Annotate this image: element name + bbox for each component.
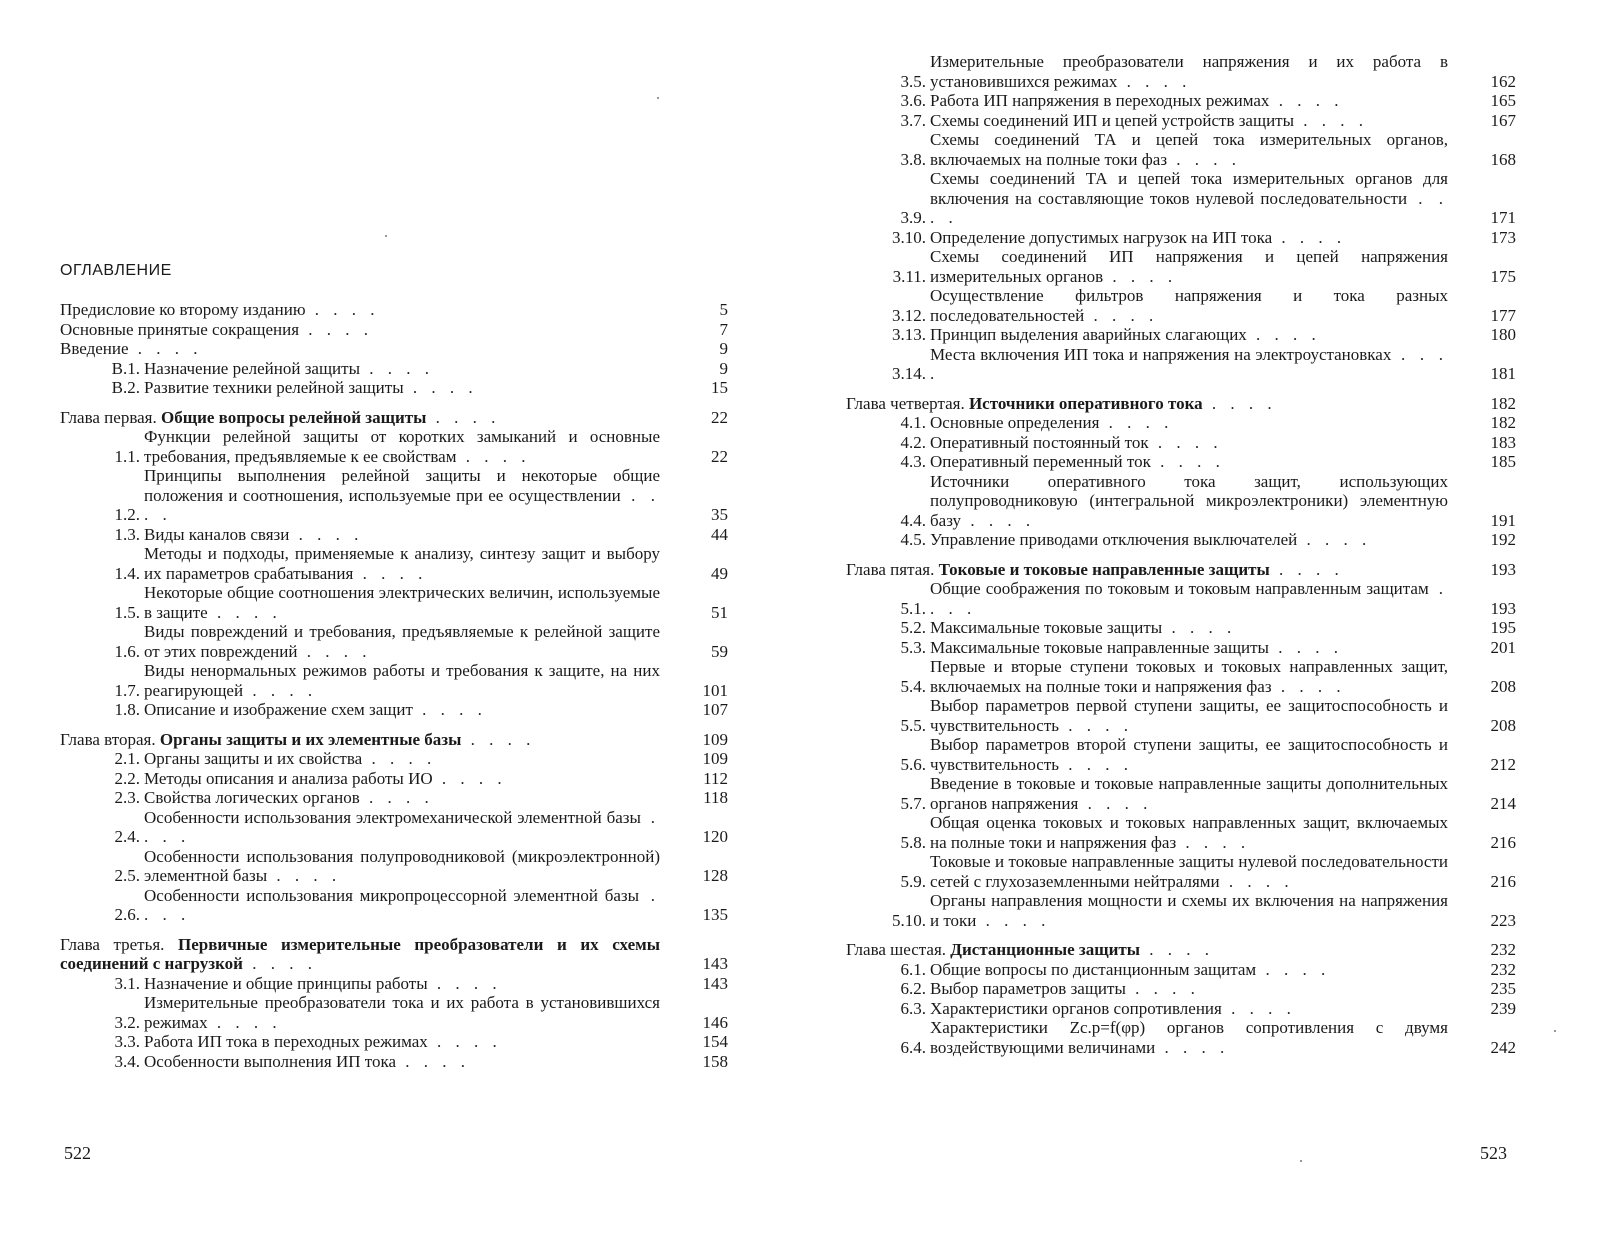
section-number: 5.9. [900,871,926,891]
dot-leader: . . . . [1155,1037,1230,1057]
toc-section [60,788,728,808]
toc-section [60,583,728,622]
dot-leader: . . . . [1125,979,1200,998]
entry-title: Основные принятые сокращения [60,319,300,339]
dot-leader: . . . . [144,485,660,524]
dot-leader: . . . . [396,1051,471,1071]
page-number-right: 523 [1480,1143,1507,1163]
chapter-title: Дистанционные защиты [950,940,1141,959]
page-ref: 239 [1490,998,1516,1018]
page-ref: 171 [1490,208,1516,227]
page-ref: 192 [1490,530,1516,549]
dot-leader: . . . . [930,579,1449,618]
dot-leader: . . . . [1221,998,1296,1018]
dot-leader: . . . . [1271,676,1346,696]
page-ref: 201 [1490,637,1516,657]
entry-title: Развитие техники релейной защиты [144,378,404,397]
chapter-title: Источники оперативного тока [968,393,1203,413]
entry-title: Органы направления мощности и схемы их включения на напряжения и токи [930,891,1448,930]
dot-leader: . . . . [1148,432,1223,452]
section-number: 3.3. [114,1032,140,1051]
dot-leader: . . . . [243,680,318,700]
chapter-label: Глава шестая. [846,940,947,959]
toc-section [846,735,1516,774]
section-number: 1.1. [114,446,140,466]
page-ref: 185 [1490,452,1516,471]
section-number: 3.13. [892,325,926,344]
toc-chapter [846,394,1516,414]
page-ref: 208 [1490,676,1516,696]
dot-leader: . . . . [207,602,282,622]
dot-leader: . . . . [1167,149,1242,169]
page-ref: 177 [1490,305,1516,325]
entry-title: Выбор параметров второй ступени защиты, ее защитоспособность и чувствительность [930,735,1448,774]
toc-chapter [846,560,1516,580]
entry-title: Схемы соединений ТА и цепей тока измерительных органов для включения на составляющие токов нулевой последовательности [930,169,1448,208]
toc-section [60,847,728,886]
section-number: 6.1. [900,959,926,979]
section-number: 5.8. [900,832,926,852]
page-ref: 175 [1490,266,1516,286]
page-ref: 223 [1490,910,1516,930]
dot-leader: . . . . [289,524,364,544]
page-ref: 154 [702,1032,728,1051]
toc-section [846,228,1516,248]
entry-title: Места включения ИП тока и напряжения на электроустановках [930,344,1392,364]
page-ref: 9 [719,358,728,378]
toc-section [846,696,1516,735]
dot-leader: . . . . [1272,227,1347,247]
section-number: 5.5. [900,715,926,735]
entry-title: Характеристики органов сопротивления [930,998,1222,1018]
page-ref: 158 [702,1051,728,1071]
entry-title: Измерительные преобразователи напряжения и их работа в установившихся режимах [930,52,1448,91]
toc-section [846,52,1516,91]
toc-section [846,325,1516,345]
page-ref: 118 [703,788,728,807]
entry-title: Особенности использования электромеханической элементной базы [144,807,641,827]
dot-leader: . . . . [1297,530,1372,549]
entry-title: Виды ненормальных режимов работы и требования к защите, на них реагирующей [144,661,660,700]
toc-section [846,91,1516,111]
section-number: 3.12. [892,305,926,325]
page-ref: 15 [711,378,728,397]
dot-leader: . . . . [1246,325,1321,344]
entry-title: Общие соображения по токовым и токовым направленным защитам [930,579,1429,598]
dot-leader: . . . . [1099,413,1174,432]
section-number: В.1. [111,358,140,378]
page-ref: 232 [1490,940,1516,959]
entry-title: Управление приводами отключения выключателей [930,530,1298,549]
section-number: 5.4. [900,676,926,696]
dot-leader: . . . . [1059,715,1134,735]
toc-section [60,427,728,466]
section-number: 2.3. [114,788,140,807]
entry-title: Назначение и общие принципы работы [144,973,428,993]
dot-leader: . . . . [930,344,1449,383]
page-ref: 22 [711,446,728,466]
section-number: 4.4. [900,510,926,530]
entry-title: Источники оперативного тока защит, использующих полупроводниковую (интегральной микроэлектроники) элементную базу [930,471,1448,530]
toc-section [60,886,728,925]
section-number: 2.5. [114,866,140,885]
chapter-title: Токовые и токовые направленные защиты [938,559,1270,579]
section-number: 6.2. [900,979,926,998]
dot-leader: . . . . [976,910,1051,930]
chapter-label: Глава пятая. [846,559,935,579]
entry-title: Схемы соединений ИП и цепей устройств защиты [930,110,1295,130]
page-ref: 208 [1490,715,1516,735]
toc-section [846,472,1516,531]
scan-speck [385,235,387,237]
page-ref: 180 [1490,325,1516,344]
dot-leader: . . . . [1103,266,1178,286]
toc-section [846,999,1516,1019]
dot-leader: . . . . [1140,940,1215,959]
section-number: 1.7. [114,680,140,700]
page-ref: 183 [1490,432,1516,452]
scan-speck [1554,1030,1556,1032]
section-number: 3.4. [114,1051,140,1071]
page-ref: 235 [1490,979,1516,998]
entry-title: Схемы соединений ИП напряжения и цепей напряжения измерительных органов [930,247,1448,286]
dot-leader: . . . . [1117,71,1192,91]
entry-title: Введение [60,339,129,358]
toc-section [60,359,728,379]
toc-title: ОГЛАВЛЕНИЕ [60,262,172,279]
entry-title: Общая оценка токовых и токовых направленных защит, включаемых на полные токи и напряжения фаз [930,813,1448,852]
dot-leader: . . . . [144,885,660,924]
section-number: 3.6. [900,91,926,110]
section-number: 4.3. [900,452,926,471]
dot-leader: . . . . [1268,637,1343,657]
section-number: 1.2. [114,505,140,524]
page-ref: 128 [702,866,728,885]
entry-title: Измерительные преобразователи тока и их работа в установившихся режимах [144,993,660,1032]
section-number: 1.3. [114,524,140,544]
section-number: 2.1. [114,749,140,768]
toc-section [846,345,1516,384]
section-number: 4.2. [900,432,926,452]
entry-title: Выбор параметров защиты [930,979,1126,998]
section-number: 5.2. [900,618,926,637]
entry-title: Виды повреждений и требования, предъявляемые к релейной защите от этих повреждений [144,622,660,661]
toc-section [60,700,728,720]
section-number: 1.6. [114,641,140,661]
entry-title: Выбор параметров первой ступени защиты, ее защитоспособность и чувствительность [930,696,1448,735]
page-ref: 109 [702,749,728,768]
page-ref: 173 [1490,227,1516,247]
toc-section [60,1052,728,1072]
entry-title: Функции релейной защиты от коротких замыканий и основные требования, предъявляемые к ее свойствам [144,427,660,466]
section-number: 1.4. [114,563,140,583]
page-ref: 5 [719,300,728,319]
toc-section [60,661,728,700]
section-number: 4.5. [900,530,926,549]
page-ref: 181 [1490,364,1516,383]
toc-section [846,452,1516,472]
toc-section [846,530,1516,550]
dot-leader: . . . . [1176,832,1251,852]
dot-leader: . . . . [427,1032,502,1051]
toc-section [846,979,1516,999]
dot-leader: . . . . [267,866,342,885]
page-ref: 242 [1490,1037,1516,1057]
section-number: 5.1. [900,598,926,618]
page-ref: 112 [703,768,728,788]
entry-title: Осуществление фильтров напряжения и тока разных последовательностей [930,286,1448,325]
section-number: 3.14. [892,364,926,383]
section-number: 1.8. [114,700,140,719]
entry-title: Принцип выделения аварийных слагающих [930,325,1247,344]
dot-leader: . . . . [1256,959,1331,979]
toc-section [846,169,1516,228]
entry-title: Предисловие ко второму изданию [60,300,306,319]
dot-leader: . . . . [1084,305,1159,325]
entry-title: Методы и подходы, применяемые к анализу, синтезу защит и выбору их параметров срабатывания [144,544,660,583]
toc-section [60,993,728,1032]
entry-title: Методы описания и анализа работы ИО [144,768,433,788]
section-number: 4.1. [900,413,926,432]
section-number: 3.1. [114,973,140,993]
page-ref: 109 [702,729,728,749]
page-ref: 162 [1490,71,1516,91]
section-number: 3.5. [900,71,926,91]
dot-leader: . . . . [1269,91,1344,110]
dot-leader: . . . . [242,954,317,973]
dot-leader: . . . . [461,729,536,749]
entry-title: Работа ИП напряжения в переходных режимах [930,91,1270,110]
toc-entry [60,300,728,320]
toc-chapter [60,935,728,974]
toc-chapter [60,730,728,750]
section-number: 2.2. [114,768,140,788]
page-ref: 212 [1490,754,1516,774]
dot-leader: . . . . [426,407,501,427]
scan-speck [1300,1160,1302,1162]
toc-entry [60,339,728,359]
dot-leader: . . . . [305,300,380,319]
page-ref: 44 [711,524,728,544]
dot-leader: . . . . [1294,110,1369,130]
chapter-label: Глава третья. [60,934,165,954]
toc-section [60,466,728,525]
section-number: 6.3. [900,998,926,1018]
entry-title: Назначение релейной защиты [144,358,361,378]
dot-leader: . . . . [1059,754,1134,774]
section-number: 3.2. [114,1012,140,1032]
chapter-title: Органы защиты и их элементные базы [159,729,462,749]
dot-leader: . . . . [403,378,478,397]
section-number: 3.11. [892,266,926,286]
toc-section [60,974,728,994]
dot-leader: . . . . [1162,618,1237,637]
toc-entry [60,320,728,340]
page-ref: 9 [719,339,728,358]
toc-section [60,1032,728,1052]
chapter-title: Общие вопросы релейной защиты [161,407,427,427]
section-number: 5.3. [900,637,926,657]
page-ref: 165 [1490,91,1516,110]
section-number: 2.6. [114,905,140,924]
entry-title: Определение допустимых нагрузок на ИП тока [930,227,1273,247]
toc-section [60,808,728,847]
section-number: 1.5. [114,602,140,622]
entry-title: Работа ИП тока в переходных режимах [144,1032,428,1051]
dot-leader: . . . . [299,319,374,339]
entry-title: Описание и изображение схем защит [144,700,413,719]
chapter-label: Глава четвертая. [846,393,965,413]
page-number-left: 522 [64,1143,91,1163]
page-ref: 214 [1490,793,1516,813]
section-number: 5.6. [900,754,926,774]
chapter-title: Первичные измерительные преобразователи и их схемы соединений с нагрузкой [60,934,660,973]
dot-leader: . . . . [297,641,372,661]
dot-leader: . . . . [1078,793,1153,813]
page-ref: 182 [1490,413,1516,432]
page-ref: 195 [1490,618,1516,637]
dot-leader: . . . . [207,1012,282,1032]
toc-section [846,247,1516,286]
dot-leader: . . . . [1150,452,1225,471]
page-ref: 107 [702,700,728,719]
toc-section [846,579,1516,618]
section-number: 6.4. [900,1037,926,1057]
entry-title: Виды каналов связи [144,524,290,544]
entry-title: Схемы соединений ТА и цепей тока измерительных органов, включаемых на полные токи фаз [930,130,1448,169]
toc-section [846,111,1516,131]
dot-leader: . . . . [360,358,435,378]
section-number: 5.7. [900,793,926,813]
toc-section [60,769,728,789]
dot-leader: . . . . [359,788,434,807]
section-number: 3.7. [900,110,926,130]
toc-section [846,774,1516,813]
page-ref: 167 [1490,110,1516,130]
entry-title: Токовые и токовые направленные защиты нулевой последовательности сетей с глухозаземленными нейтралями [930,852,1448,891]
entry-title: Оперативный переменный ток [930,452,1151,471]
toc-section [846,813,1516,852]
section-number: В.2. [111,378,140,397]
page-ref: 191 [1490,510,1516,530]
section-number: 3.10. [892,227,926,247]
page-ref: 35 [711,505,728,524]
dot-leader: . . . . [427,973,502,993]
entry-title: Особенности использования полупроводниковой (микроэлектронной) элементной базы [144,846,660,885]
dot-leader: . . . . [1219,871,1294,891]
section-number: 3.8. [900,149,926,169]
toc-section [846,130,1516,169]
toc-section [846,960,1516,980]
entry-title: Особенности использования микропроцессорной элементной базы [144,885,640,905]
toc-section [846,618,1516,638]
entry-title: Принципы выполнения релейной защиты и некоторые общие положения и соотношения, используемые при ее осуществлении [144,466,660,505]
entry-title: Максимальные токовые направленные защиты [930,637,1269,657]
entry-title: Особенности выполнения ИП тока [144,1051,397,1071]
entry-title: Некоторые общие соотношения электрических величин, используемые в защите [144,583,660,622]
page-ref: 120 [702,827,728,846]
page-ref: 143 [702,973,728,993]
entry-title: Свойства логических органов [144,788,360,807]
page-ref: 168 [1490,149,1516,169]
toc-section [846,891,1516,930]
toc-section [846,433,1516,453]
entry-title: Основные определения [930,413,1100,432]
dot-leader: . . . . [412,700,487,719]
dot-leader: . . . . [1269,559,1344,579]
entry-title: Общие вопросы по дистанционным защитам [930,959,1257,979]
section-number: 2.4. [114,827,140,846]
scan-speck [657,97,659,99]
toc-section [846,286,1516,325]
dot-leader: . . . . [456,446,531,466]
entry-title: Оперативный постоянный ток [930,432,1149,452]
toc-section [60,749,728,769]
dot-leader: . . . . [353,563,428,583]
section-number: 3.9. [900,208,926,227]
page-ref: 51 [711,602,728,622]
page-ref: 7 [719,319,728,339]
page-ref: 22 [711,407,728,427]
chapter-label: Глава вторая. [60,729,156,749]
page-ref: 193 [1490,598,1516,618]
entry-title: Характеристики Zс.р=f(φр) органов сопротивления с двумя воздействующими величинами [930,1018,1448,1057]
dot-leader: . . . . [432,768,507,788]
dot-leader: . . . . [362,749,437,768]
entry-title: Введение в токовые и токовые направленные защиты дополнительных органов напряжения [930,774,1448,813]
page-ref: 216 [1490,832,1516,852]
toc-section [60,622,728,661]
dot-leader: . . . . [930,188,1449,227]
right-page [800,0,1600,1251]
toc-chapter [60,408,728,428]
page-ref: 49 [711,563,728,583]
toc-list-left [60,300,728,1071]
page-ref: 59 [711,641,728,661]
entry-title: Максимальные токовые защиты [930,618,1163,637]
page-ref: 182 [1490,393,1516,413]
toc-list-right [846,52,1516,1057]
section-number: 5.10. [892,910,926,930]
page-ref: 216 [1490,871,1516,891]
toc-section [846,852,1516,891]
toc-chapter [846,940,1516,960]
toc-section [846,638,1516,658]
dot-leader: . . . . [1202,393,1277,413]
dot-leader: . . . . [961,510,1036,530]
page-ref: 193 [1490,559,1516,579]
dot-leader: . . . . [144,807,660,846]
entry-title: Первые и вторые ступени токовых и токовых направленных защит, включаемых на полные токи и напряжения фаз [930,657,1448,696]
toc-section [60,525,728,545]
toc-section [846,1018,1516,1057]
toc-section [60,378,728,398]
toc-section [846,413,1516,433]
page-ref: 135 [702,905,728,924]
page-ref: 232 [1490,959,1516,979]
toc-section [60,544,728,583]
toc-section [846,657,1516,696]
dot-leader: . . . . [128,339,203,358]
page-ref: 143 [702,954,728,973]
entry-title: Органы защиты и их свойства [144,749,363,768]
page-ref: 101 [702,680,728,700]
chapter-label: Глава первая. [60,407,157,427]
page-ref: 146 [702,1012,728,1032]
